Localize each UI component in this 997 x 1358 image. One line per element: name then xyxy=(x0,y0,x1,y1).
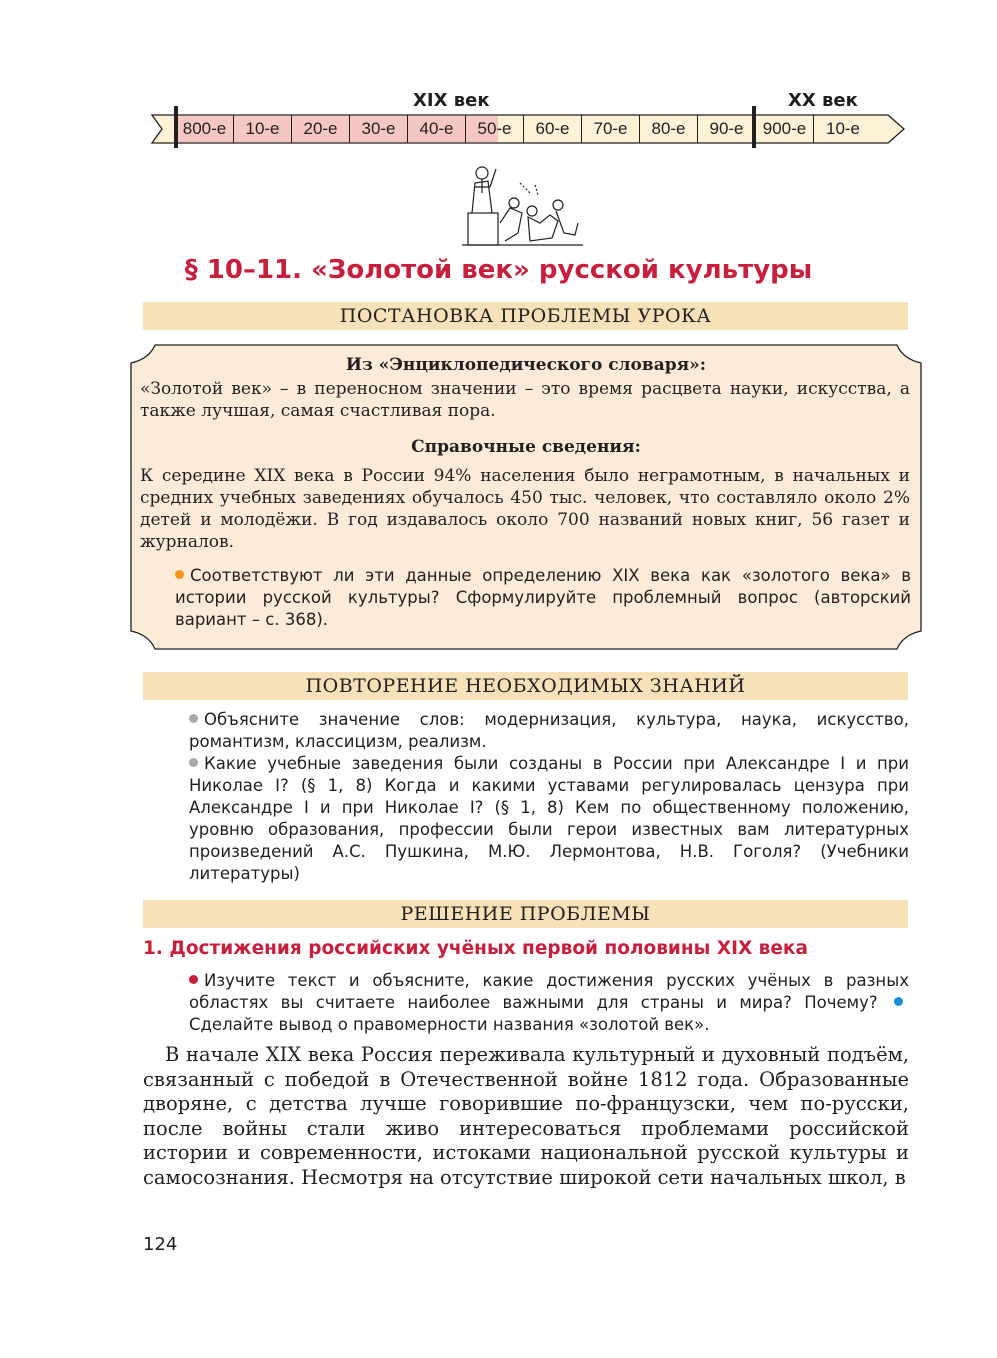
knowledge-review-list xyxy=(189,709,909,885)
task-blue-text: Сделайте вывод о правомерности названия «золотой век». xyxy=(189,1015,710,1034)
band-knowledge-review: ПОВТОРЕНИЕ НЕОБХОДИМЫХ ЗНАНИЙ xyxy=(143,672,908,700)
problem-question-text: Соответствуют ли эти данные определению XIX века как «золотого века» в истории русской культуры? Сформулируйте проблемный вопрос (авторский вариант – с. 368). xyxy=(175,566,911,629)
blue-bullet-icon xyxy=(894,997,903,1006)
reference-text: К середине XIX века в России 94% населения было неграмотным, в начальных и средних учебных заведениях обучалось 450 тыс. человек, что составляло около 2% детей и молодёжи. В год издавалось около 700 названий новых книг, 56 газет и журналов. xyxy=(140,466,910,552)
century-timeline xyxy=(148,90,908,160)
timeline-decade: 10-е xyxy=(825,119,861,138)
orange-bullet-icon xyxy=(175,570,184,579)
problem-box xyxy=(125,337,927,657)
problem-question xyxy=(175,565,911,631)
timeline-decade: 90-е xyxy=(698,115,756,143)
dictionary-heading: Из «Энциклопедического словаря»: xyxy=(345,355,707,375)
review-item-text: Какие учебные заведения были созданы в России при Александре I и при Николае I? (§ 1, 8) Когда и какими уставами регулировалась цензура при Александре I и при Николае I? (§ 1, 8) Кем по общественному положению, уровню образования, профессии были герои известных вам литературных произведений А.С. Пушкина, М.Ю. Лермонтова, Н.В. Гоголя? (Учебники литературы) xyxy=(189,754,909,883)
timeline-decade: 60-е xyxy=(524,115,582,143)
century-label-xix: XIX век xyxy=(413,90,490,111)
timeline-decade: 900-е xyxy=(756,115,814,143)
timeline-decade: 70-е xyxy=(582,115,640,143)
timeline-decade: 20-е xyxy=(292,115,350,143)
page-number: 124 xyxy=(143,1234,178,1255)
page-title: § 10–11. «Золотой век» русской культуры xyxy=(184,255,813,285)
timeline-decade: 10-е xyxy=(234,115,292,143)
section-task xyxy=(189,970,909,1036)
gray-bullet-icon xyxy=(189,758,198,767)
timeline-decade: 800-е xyxy=(176,115,234,143)
timeline-marker-1900 xyxy=(752,106,756,148)
section-heading: 1. Достижения российских учёных первой половины XIX века xyxy=(143,938,808,959)
timeline-marker-1800 xyxy=(174,106,178,148)
list-item xyxy=(189,709,909,753)
dictionary-text: «Золотой век» – в переносном значении – это время расцвета науки, искусства, а также лучшая, самая счастливая пора. xyxy=(140,379,910,421)
timeline-decade: 50-е xyxy=(466,115,524,143)
timeline-decade: 40-е xyxy=(408,115,466,143)
review-item-text: Объясните значение слов: модернизация, культура, наука, искусство, романтизм, классицизм, реализм. xyxy=(189,710,909,751)
body-paragraph: В начале XIX века Россия переживала культурный и духовный подъём, связанный с победой в Отечественной войне 1812 года. Образованные дворяне, с детства лучше говорившие по-французски, чем по-русски, после войны стали живо интересоваться проблемами российской истории и современности, истоками национальной русской культуры и самосознания. Несмотря на отсутствие широкой сети начальных школ, в xyxy=(143,1043,909,1189)
century-label-xx: XX век xyxy=(788,90,858,111)
culture-illustration xyxy=(460,163,585,248)
list-item xyxy=(189,753,909,885)
task-red-text: Изучите текст и объясните, какие достижения русских учёных в разных областях вы считаете наиболее важными для страны и мира? Почему? xyxy=(189,971,909,1012)
timeline-decade: 80-е xyxy=(640,115,698,143)
gray-bullet-icon xyxy=(189,714,198,723)
reference-heading: Справочные сведения: xyxy=(411,437,641,457)
red-bullet-icon xyxy=(189,975,198,984)
band-problem-solution: РЕШЕНИЕ ПРОБЛЕМЫ xyxy=(143,900,908,928)
band-problem-statement: ПОСТАНОВКА ПРОБЛЕМЫ УРОКА xyxy=(143,302,908,330)
timeline-decade: 30-е xyxy=(350,115,408,143)
